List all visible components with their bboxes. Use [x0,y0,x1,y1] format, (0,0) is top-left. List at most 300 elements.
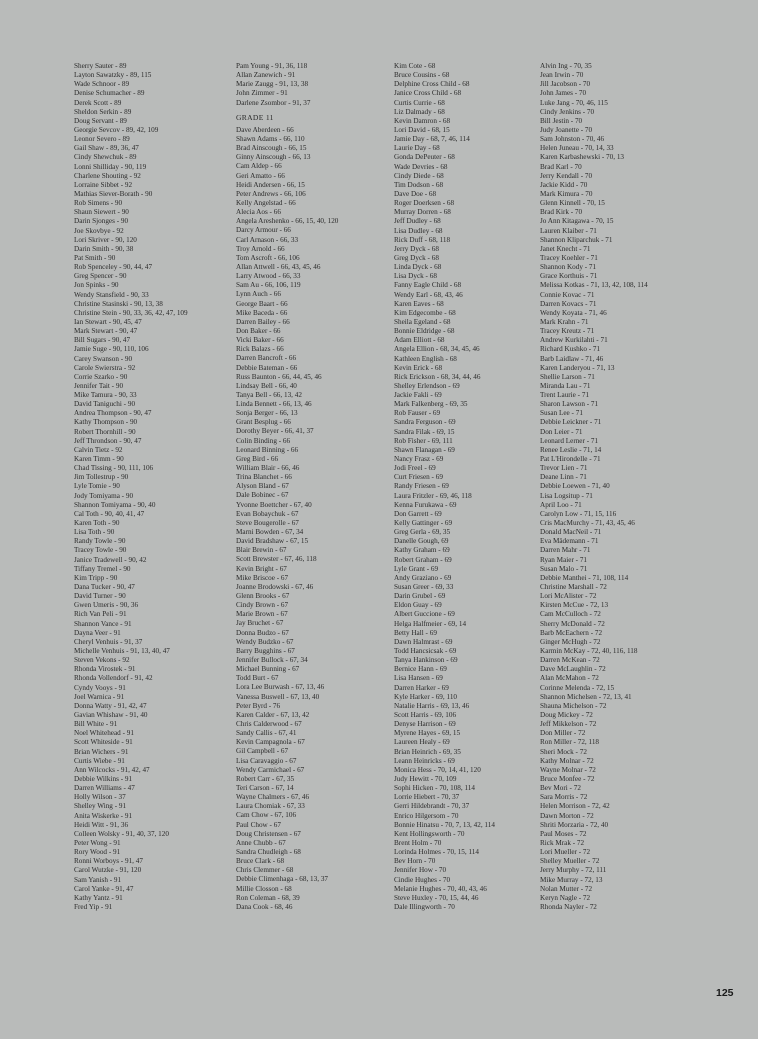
index-entry: Lisa Caravaggio - 67 [236,756,297,765]
index-entry: Andrea Thompson - 90, 47 [74,409,152,418]
index-entry: Sherry Sauter - 89 [74,62,127,70]
index-entry: Christine Stein - 90, 33, 36, 42, 47, 109 [74,308,188,317]
index-entry: Miranda Lau - 71 [540,381,591,390]
index-entry: Charlene Shouting - 92 [74,171,141,180]
index-entry: Wade Devries - 68 [394,162,448,171]
index-entry: Grace Korthuis - 71 [540,272,598,281]
index-entry: Andy Graziano - 69 [394,573,452,582]
index-entry: Don Garrett - 69 [394,509,442,518]
index-entry: Albert Guccione - 69 [394,610,455,619]
index-entry: Myrene Hayes - 69, 15 [394,729,461,738]
index-entry: Kevin Campagnola - 67 [236,738,305,747]
index-entry: Denyse Harrison - 69 [394,720,456,729]
index-entry: Mike Briscoe - 67 [236,573,289,582]
index-entry: Cindy Shewchuk - 89 [74,153,137,162]
index-entry: Darren Mahr - 71 [540,546,591,555]
index-entry: Shellie Larson - 71 [540,372,595,381]
index-entry: Calvin Tietz - 92 [74,445,123,454]
index-entry: Natalie Harris - 69, 13, 46 [394,701,470,710]
index-entry: Kim Cote - 68 [394,62,436,70]
index-entry: Doug Servant - 89 [74,116,127,125]
index-entry: Delphine Cross Child - 68 [394,80,470,89]
index-entry: Rob Spenceley - 90, 44, 47 [74,263,153,272]
index-entry: Shawn Adams - 66, 110 [236,134,305,143]
index-entry: Christine Stasinski - 90, 13, 38 [74,299,163,308]
index-entry: Paul Chow - 67 [236,820,281,829]
index-entry: Debbie Leickner - 71 [540,418,602,427]
index-entry: Dana Cook - 68, 46 [236,902,293,911]
index-entry: Laurie Day - 68 [394,144,440,153]
index-entry: Rhonda Vollendorf - 91, 42 [74,674,153,683]
index-entry: Ron Coleman - 68, 39 [236,893,300,902]
index-entry: Kim Edgecombe - 68 [394,308,456,317]
index-entry: Brad Ainscough - 66, 15 [236,144,307,153]
index-entry: Greg Spencer - 90 [74,272,127,281]
index-entry: Sharon Lawson - 71 [540,400,599,409]
index-entry: Bernice Hann - 69 [394,665,447,674]
index-entry: Leonard Binning - 66 [236,445,299,454]
index-entry: Cam Chow - 67, 106 [236,811,297,820]
index-entry: Jon Spinks - 90 [74,281,119,290]
index-entry: Michael Bunning - 67 [236,665,300,674]
index-entry: Wayne Chalmers - 67, 46 [236,793,310,802]
index-entry: Lonni Shilliday - 90, 119 [74,162,147,171]
index-entry: Dawn Halmrast - 69 [394,637,453,646]
index-entry: Anne Chubb - 67 [236,838,286,847]
index-entry: Scott Brewster - 67, 46, 118 [236,555,317,564]
index-entry: Heidi Witt - 91, 36 [74,820,129,829]
index-entry: Sherry McDonald - 72 [540,619,605,628]
index-entry: Lori David - 68, 15 [394,125,450,134]
index-entry: John Zimmer - 91 [236,89,288,98]
index-entry: Jill Jacobson - 70 [540,80,591,89]
index-entry: Fred Yip - 91 [74,902,113,911]
index-entry: Bonnie Hinatsu - 70, 7, 13, 42, 114 [394,820,495,829]
index-entry: Darin Grubel - 69 [394,592,446,601]
index-entry: Mark Falkenberg - 69, 35 [394,400,468,409]
index-entry: Carolyn Low - 71, 15, 116 [540,509,617,518]
index-entry: Fanny Eagle Child - 68 [394,281,462,290]
index-entry: Mark Kimura - 70 [540,189,593,198]
index-entry: Dave McLaughlin - 72 [540,665,606,674]
index-entry: Alecia Aos - 66 [236,208,281,217]
index-entry: Doug Mickey - 72 [540,710,593,719]
index-entry: Jeff Mikkelson - 72 [540,720,597,729]
index-entry: Michelle Venhuis - 91, 13, 40, 47 [74,647,170,655]
index-entry: Tracey Towle - 90 [74,546,127,555]
index-entry: Cindie Hughes - 70 [394,875,451,884]
index-entry: Chris Calderwood - 67 [236,719,302,728]
index-entry: Cal Toth - 90, 40, 41, 47 [74,509,145,518]
index-entry: Debbie Loewen - 71, 40 [540,482,610,491]
index-entry: Kenna Furukawa - 69 [394,500,457,509]
index-entry: Curt Friesen - 69 [394,473,443,482]
index-entry: Joel Warnica - 91 [74,692,125,701]
index-entry: Leann Heinricks - 69 [394,756,455,765]
index-entry: Joe Skovbye - 92 [74,226,124,235]
index-entry: Alan McMahon - 72 [540,674,599,683]
index-entry: Sheila Egeland - 68 [394,317,451,326]
index-entry: Tracey Kreutz - 71 [540,327,595,336]
index-entry: Deane Linn - 71 [540,473,587,482]
index-entry: Vanessa Buswell - 67, 13, 40 [236,692,320,701]
index-entry: Rob Fauser - 69 [394,409,441,418]
index-entry: Jamie Day - 68, 7, 46, 114 [394,135,470,144]
index-entry: Rory Wood - 91 [74,848,121,857]
index-entry: Mark Krahn - 71 [540,317,589,326]
index-entry: Karen Landeryou - 71, 13 [540,363,615,372]
index-entry: Lorinda Holmes - 70, 15, 114 [394,848,479,857]
index-entry: Dana Tucker - 90, 47 [74,583,135,592]
index-entry: Cam Aldep - 66 [236,162,282,171]
index-entry: Robert Graham - 69 [394,555,452,564]
index-entry: Lisa Dyck - 68 [394,272,437,281]
index-column-1 [74,62,224,912]
index-entry: Derek Scott - 89 [74,98,122,107]
index-entry: Darin Sjonges - 90 [74,217,129,226]
index-entry: Barb McEachern - 72 [540,628,603,637]
index-entry: Karen Calder - 67, 13, 42 [236,710,310,719]
index-entry: Wendy Koyata - 71, 46 [540,308,607,317]
index-entry: Helen Juneau - 70, 14, 33 [540,144,614,153]
index-entry: Steven Vekons - 92 [74,656,130,665]
index-entry: Bonnie Eldridge - 68 [394,327,455,336]
index-entry: Jackie Fakli - 69 [394,391,442,400]
index-entry: Alyson Bland - 67 [236,482,289,491]
index-entry: Mike Tamura - 90, 33 [74,391,137,400]
index-entry: Peter Andrews - 66, 106 [236,189,306,198]
index-entry: Lori Skriver - 90, 120 [74,235,137,244]
index-entry: Rick Duff - 68, 118 [394,235,451,244]
index-entry: Wendy Carmichael - 67 [236,765,305,774]
index-entry: Noel Whitehead - 91 [74,729,134,738]
index-entry: Teri Carson - 67, 14 [236,783,294,792]
index-entry: Don Leier - 71 [540,427,583,436]
index-entry: Wendy Budzko - 67 [236,637,294,646]
index-entry: Jean Irwin - 70 [540,71,584,80]
index-entry: Greg Dyck - 68 [394,253,439,262]
index-entry: Steve Huxley - 70, 15, 44, 46 [394,893,479,902]
index-entry: Marni Bowden - 67, 34 [236,528,304,537]
index-entry: Debbie Climenhaga - 68, 13, 37 [236,875,329,884]
index-entry: Susan Malo - 71 [540,564,588,573]
index-entry: Barb Laidlaw - 71, 46 [540,354,604,363]
index-entry: Ryan Maier - 71 [540,555,588,564]
index-column-2 [236,62,386,912]
index-entry: Lyle Grant - 69 [394,564,439,573]
index-entry: Colleen Wolsky - 91, 40, 37, 120 [74,829,169,838]
index-entry: Grant Besplug - 66 [236,418,291,427]
index-entry: Curtis Currie - 68 [394,98,445,107]
index-entry: Ann Wilcocks - 91, 42, 47 [74,765,150,774]
index-entry: Lorrie Hiebert - 70, 37 [394,793,460,802]
index-entry: Kevin Damron - 68 [394,116,451,125]
index-entry: Darlene Zsombor - 91, 37 [236,98,311,107]
index-entry: Jennifer Tait - 90 [74,381,124,390]
index-entry: Karen Timm - 90 [74,455,124,464]
index-entry: Sandra Ferguson - 69 [394,418,456,427]
index-entry: Trina Blanchet - 66 [236,473,292,482]
index-entry: Donald MacNeil - 71 [540,528,602,537]
index-entry: Layton Sawatzky - 89, 115 [74,71,152,80]
index-entry: Larry Atwood - 66, 33 [236,272,301,281]
index-entry: Jodi Freel - 69 [394,464,436,473]
index-entry: Jim Tollestrup - 90 [74,473,129,482]
index-entry: Kathy Yantz - 91 [74,893,123,902]
index-entry: Shannon Vance - 91 [74,619,132,628]
index-entry: Judy Hewitt - 70, 109 [394,774,457,783]
index-entry: Jerry Kendall - 70 [540,171,593,180]
index-entry: Carl Arnason - 66, 33 [236,235,299,244]
index-entry: Shawn Flanagan - 69 [394,445,455,454]
index-entry: Wade Schnoor - 89 [74,80,130,89]
index-entry: Lori McAlister - 72 [540,592,597,601]
index-entry: Tracey Koehler - 71 [540,253,598,262]
index-entry: Holly Wilson - 37 [74,793,126,802]
index-entry: Denise Schumacher - 89 [74,89,145,98]
index-entry: Barry Bugghins - 67 [236,646,295,655]
index-entry: Sophi Hicken - 70, 108, 114 [394,784,475,793]
index-entry: Scott Harris - 69, 106 [394,710,457,719]
index-entry: Allan Attwell - 66, 43, 45, 46 [236,262,321,271]
index-entry: Marie Brown - 67 [236,610,288,619]
index-entry: Carey Swanson - 90 [74,354,133,363]
index-entry: Bill White - 91 [74,720,118,729]
index-entry: Carol Wutzke - 91, 120 [74,866,142,875]
index-entry: Jay Bruchet - 67 [236,619,284,628]
index-entry: Paul Moses - 72 [540,829,587,838]
index-entry: Blair Brewin - 67 [236,546,287,555]
index-entry: Kelly Angelstad - 66 [236,198,296,207]
index-entry: Bill Sugars - 90, 47 [74,336,131,345]
index-entry: Sandra Chudleigh - 68 [236,847,301,856]
index-entry: Janice Tradewell - 90, 42 [74,555,147,564]
index-entry: Bruce Cousins - 68 [394,71,450,80]
index-column-4 [540,62,690,912]
index-entry: Russ Baunton - 66, 44, 45, 46 [236,372,322,381]
index-entry: Susan Greer - 69, 33 [394,583,454,592]
index-entry: Glenn Kinnell - 70, 15 [540,199,605,208]
index-entry: Tim Dodson - 68 [394,180,444,189]
index-entry: Tom Ascroft - 66, 106 [236,253,300,262]
index-entry: Sandra Filak - 69, 15 [394,427,455,436]
index-entry: Janice Cross Child - 68 [394,89,462,98]
index-entry: Rob Fisher - 69, 111 [394,436,453,445]
index-entry: Steve Bougerolle - 67 [236,518,299,527]
index-entry: Kathy Molnar - 72 [540,756,594,765]
index-entry: Jerry Murphy - 72, 111 [540,866,607,875]
index-entry: Lyle Tomie - 90 [74,482,120,491]
index-entry: Laureen Healy - 69 [394,738,450,747]
index-entry: Dave Aberdeen - 66 [236,125,294,134]
index-entry: Nolan Mutter - 72 [540,884,593,893]
index-entry: Jo Ann Kitagawa - 70, 15 [540,217,614,226]
index-entry: Robert Carr - 67, 35 [236,774,295,783]
index-entry: Tanya Bell - 66, 13, 42 [236,390,302,399]
index-entry: Janet Knecht - 71 [540,244,591,253]
index-entry: Greg Bird - 66 [236,454,279,463]
index-entry: Trevor Lien - 71 [540,464,588,473]
index-entry: Sonja Berger - 66, 13 [236,409,298,418]
index-entry: Lisa Toth - 90 [74,528,115,537]
index-entry: Todd Hancsicsak - 69 [394,647,457,655]
index-entry: Sheri Mock - 72 [540,747,587,756]
index-entry: Gail Shaw - 89, 36, 47 [74,144,139,153]
index-entry: Laura Fritzler - 69, 46, 118 [394,491,472,500]
index-entry: Ginger McHugh - 72 [540,637,601,646]
index-entry: Kevin Erick - 68 [394,363,443,372]
index-entry: Ronni Worboys - 91, 47 [74,857,143,866]
index-entry: Angela Ellion - 68, 34, 45, 46 [394,345,480,354]
index-entry: John James - 70 [540,89,587,98]
index-entry: Corinne Melenda - 72, 15 [540,683,615,692]
index-entry: Bev Horn - 70 [394,857,436,866]
index-entry: Don Baker - 66 [236,326,281,335]
index-entry: Dawn Morton - 72 [540,811,594,820]
index-entry: Mathias Siever-Borath - 90 [74,189,153,198]
index-entry: Todd Burt - 67 [236,674,279,683]
index-entry: Mark Stewart - 90, 47 [74,327,138,336]
index-entry: Cam McCulloch - 72 [540,610,601,619]
index-entry: Jerry Dyck - 68 [394,244,439,253]
index-entry: Peter Byrd - 76 [236,701,281,710]
index-entry: Kathy Thompson - 90 [74,418,138,427]
index-entry: David Taniguchi - 90 [74,400,136,409]
index-entry: Peter Wong - 91 [74,838,121,847]
index-entry: Murray Dorren - 68 [394,208,451,217]
index-entry: Kathy Graham - 69 [394,546,450,555]
index-entry: Cindy Diede - 68 [394,171,444,180]
index-entry: Cyndy Vooys - 91 [74,683,126,692]
index-entry: Pat L'Hirondelle - 71 [540,455,601,464]
index-entry: Lisa Dudley - 68 [394,226,443,235]
index-entry: Jamie Suge - 90, 110, 106 [74,345,149,354]
index-entry: Gil Campbell - 67 [236,747,289,756]
index-entry: Randy Friesen - 69 [394,482,449,491]
index-entry: Debbie Manthei - 71, 108, 114 [540,573,629,582]
index-entry: Donna Budzo - 67 [236,628,289,637]
index-entry: George Baart - 66 [236,299,288,308]
index-entry: Eva Mädemann - 71 [540,537,599,546]
index-entry: Melissa Kotkas - 71, 13, 42, 108, 114 [540,281,648,290]
index-entry: Shelley Erlendson - 69 [394,381,460,390]
index-entry: Heidi Andersen - 66, 15 [236,180,305,189]
index-entry: Helga Halfmeier - 69, 14 [394,619,467,628]
index-entry: Gonda DePeuter - 68 [394,153,455,162]
index-entry: Chris Clemmer - 68 [236,866,294,875]
index-entry: Karmin McKay - 72, 40, 116, 118 [540,647,638,655]
index-entry: Darcy Armour - 66 [236,226,291,235]
index-entry: Cheryl Venhuis - 91, 37 [74,637,143,646]
index-entry: Dave Doe - 68 [394,189,437,198]
index-entry: Pam Young - 91, 36, 118 [236,62,308,70]
page-number: 125 [716,987,734,999]
index-entry: Trent Laurie - 71 [540,391,590,400]
index-entry: Robert Thornhill - 90 [74,427,136,436]
index-entry: Darren Williams - 47 [74,784,135,793]
index-entry: Geri Amatto - 66 [236,171,285,180]
index-entry: Carol Yanke - 91, 47 [74,884,134,893]
index-entry: Donna Watty - 91, 42, 47 [74,701,147,710]
index-entry: Adam Elliott - 68 [394,336,445,345]
index-entry: Enrico Hilgersom - 70 [394,811,459,820]
index-entry: Rick Balazs - 66 [236,345,284,354]
index-entry: Anita Wiskerke - 91 [74,811,133,820]
index-entry: Darren Bancroft - 66 [236,354,297,363]
index-entry: Wayne Molnar - 72 [540,765,596,774]
index-entry: Karen Eaves - 68 [394,299,444,308]
grade-heading: GRADE 11 [236,112,274,122]
index-entry: Brian Heinrich - 69, 35 [394,747,461,756]
index-entry: Liz Dalmady - 68 [394,107,445,116]
index-entry: William Blair - 66, 46 [236,464,300,473]
index-entry: Sandy Callis - 67, 41 [236,729,297,738]
index-entry: Linda Dyck - 68 [394,263,442,272]
index-entry: Cris MacMurchy - 71, 43, 45, 46 [540,519,635,528]
index-entry: Brent Holm - 70 [394,838,442,847]
index-entry: Shannon Tomiyama - 90, 40 [74,500,156,509]
index-entry: Glenn Brooks - 67 [236,592,290,601]
index-entry: Allan Zanewich - 91 [236,71,296,80]
index-entry: Luke Jang - 70, 46, 115 [540,98,608,107]
index-entry: Shannon Kliparchuk - 71 [540,235,613,244]
index-entry: Ron Miller - 72, 118 [540,738,600,747]
index-entry: Bev Mori - 72 [540,784,581,793]
index-entry: Wendy Earl - 68, 43, 46 [394,290,463,299]
index-entry: Shriti Morzaria - 72, 40 [540,820,609,829]
index-entry: Danelle Gough, 69 [394,537,449,546]
index-entry: Kevin Bright - 67 [236,564,287,573]
index-entry: Renee Leslie - 71, 14 [540,445,602,454]
index-entry: Susan Lee - 71 [540,409,583,418]
index-entry: Ian Stewart - 90, 45, 47 [74,317,142,326]
index-entry: Darin Smith - 90, 38 [74,244,134,253]
index-entry: Bruce Clark - 68 [236,857,285,866]
index-entry: Dayna Veer - 91 [74,628,121,637]
index-entry: Evan Bobaychuk - 67 [236,509,299,518]
index-entry: Dale Bobinec - 67 [236,491,289,500]
index-entry: Shelley Mueller - 72 [540,857,600,866]
index-entry: Scott Whiteside - 91 [74,738,133,747]
index-entry: Lisa Logsitup - 71 [540,491,593,500]
index-entry: Yvonne Boettcher - 67, 40 [236,500,312,509]
index-entry: Brad Kirk - 70 [540,208,583,217]
index-entry: Laura Chomiak - 67, 33 [236,802,305,811]
index-entry: Shannon Michelsen - 72, 13, 41 [540,692,632,701]
index-entry: Troy Arnold - 66 [236,244,285,253]
index-entry: Roger Doerksen - 68 [394,199,455,208]
index-entry: Sam Au - 66, 106, 119 [236,281,301,290]
index-entry: Brad Karl - 70 [540,162,582,171]
index-entry: Jeff Throndson - 90, 47 [74,436,142,445]
index-entry: Pat Smith - 90 [74,253,116,262]
index-entry: David Turner - 90 [74,592,126,601]
index-entry: Eldon Guay - 69 [394,601,442,610]
index-entry: Ginny Ainscough - 66, 13 [236,153,311,162]
index-entry: Gwen Umeris - 90, 36 [74,601,139,610]
index-entry: Rob Simens - 90 [74,199,123,208]
index-entry: Monica Hess - 70, 14, 41, 120 [394,765,481,774]
index-entry: Darren Kovacs - 71 [540,299,597,308]
index-entry: Rhonda Virostek - 91 [74,665,136,674]
index-entry: Rhonda Nayler - 72 [540,902,597,911]
index-entry: Sam Johnston - 70, 46 [540,135,605,144]
index-entry: Angela Areshenko - 66, 15, 40, 120 [236,217,339,226]
index-entry: Leonard Lerner - 71 [540,436,599,445]
index-entry: Millie Closson - 68 [236,884,292,893]
index-entry: Richard Kushko - 71 [540,345,601,354]
index-entry: Sam Yanish - 91 [74,875,122,884]
